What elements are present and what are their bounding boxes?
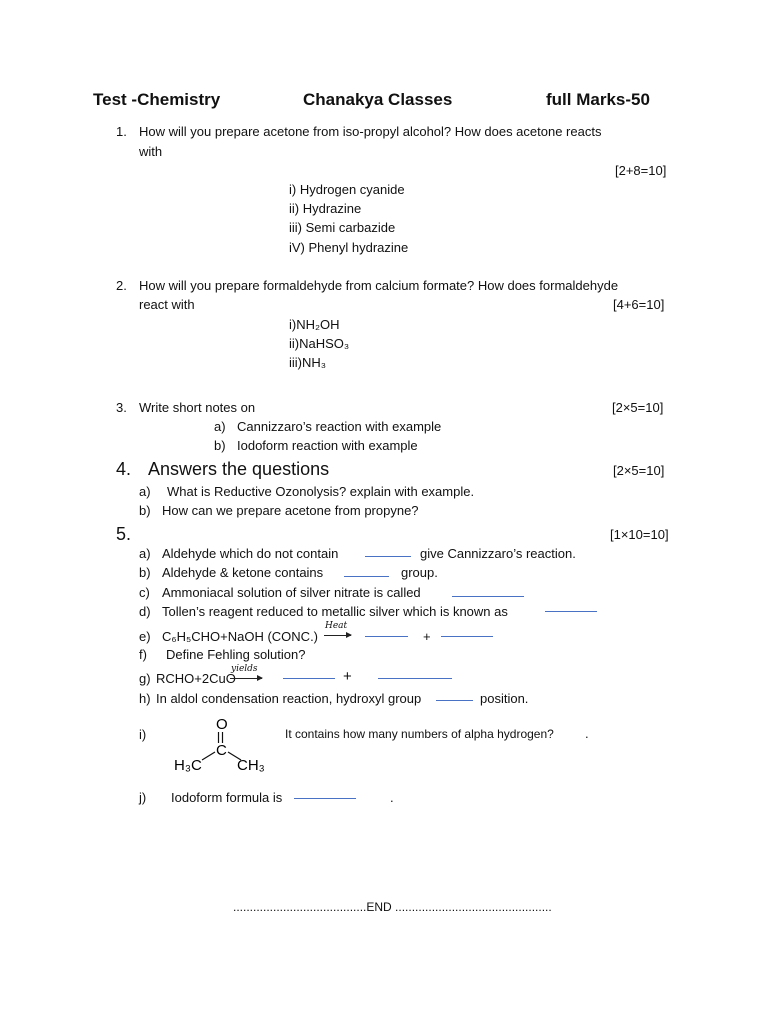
structure-bond-left-icon — [202, 752, 215, 760]
q4-item-text: What is Reductive Ozonolysis? explain with example. — [167, 484, 475, 499]
q5a-text: Aldehyde which do not contain — [162, 546, 339, 561]
q3-item-text: Iodoform reaction with example — [237, 438, 418, 453]
q5a-blank — [365, 556, 411, 557]
q5a-text-post: give Cannizzaro’s reaction. — [420, 546, 576, 561]
q5h-text: In aldol condensation reaction, hydroxyl group — [156, 691, 422, 706]
q4-number: 4. — [116, 459, 132, 479]
q1-text-line2: with — [139, 144, 163, 159]
q2-number: 2. — [116, 278, 127, 293]
q5e-label: e) — [139, 629, 151, 644]
q2-marks: [4+6=10] — [613, 297, 665, 312]
q5g-blank-2 — [378, 678, 452, 679]
q3-item-label: a) — [214, 419, 226, 434]
structure-left-methyl: H₃C — [174, 757, 202, 774]
q5g-arrow-label: yields — [231, 664, 258, 674]
q5c-blank — [452, 596, 524, 597]
q5e-arrow-label: Heat — [325, 621, 348, 631]
q5g-text: RCHO+2CuO — [156, 671, 236, 686]
q5j-text: Iodoform formula is — [171, 790, 283, 805]
header-institute: Chanakya Classes — [303, 90, 453, 109]
q5g-label: g) — [139, 671, 151, 686]
q5j-tail: . — [390, 790, 394, 805]
q5e-blank-2 — [441, 636, 493, 637]
q5e-blank-1 — [365, 636, 408, 637]
q5d-label: d) — [139, 604, 151, 619]
q5c-label: c) — [139, 585, 150, 600]
q5f-label: f) — [139, 647, 147, 662]
q4-marks: [2×5=10] — [613, 463, 665, 478]
q5i-tail: . — [585, 726, 589, 741]
q4-item-text: How can we prepare acetone from propyne? — [162, 503, 419, 518]
q5h-blank — [436, 700, 473, 701]
q5d-blank — [545, 611, 597, 612]
q5f-text: Define Fehling solution? — [166, 647, 306, 662]
footer-end: ........................................END ............................................... — [233, 900, 552, 914]
q2-text-line1: How will you prepare formaldehyde from calcium formate? How does formaldehyde — [139, 278, 619, 293]
q5j-label: j) — [139, 790, 147, 805]
q3-marks: [2×5=10] — [612, 400, 664, 415]
q5e-plus: + — [423, 629, 431, 644]
q5g-blank-1 — [283, 678, 335, 679]
q5h-label: h) — [139, 691, 151, 706]
q5b-text: Aldehyde & ketone contains — [162, 565, 324, 580]
q2-text-line2: react with — [139, 297, 195, 312]
q4-item-label: a) — [139, 484, 151, 499]
q1-item: i) Hydrogen cyanide — [289, 182, 405, 197]
q3-item-label: b) — [214, 438, 226, 453]
q5e-reaction-arrow-icon — [324, 635, 351, 636]
header-full-marks: full Marks-50 — [546, 90, 650, 109]
q5g-reaction-arrow-icon — [230, 678, 262, 679]
q5e-text: C₆H₅CHO+NaOH (CONC.) — [162, 629, 319, 644]
q3-number: 3. — [116, 400, 127, 415]
q5c-text: Ammoniacal solution of silver nitrate is called — [162, 585, 421, 600]
q5-marks: [1×10=10] — [610, 527, 669, 542]
q1-item: iii) Semi carbazide — [289, 220, 396, 235]
q1-text-line1: How will you prepare acetone from iso-propyl alcohol? How does acetone reacts — [139, 124, 602, 139]
q5b-text-post: group. — [401, 565, 438, 580]
q2-item: i)NH₂OH — [289, 317, 340, 332]
q5b-blank — [344, 576, 389, 577]
q4-item-label: b) — [139, 503, 151, 518]
q5b-label: b) — [139, 565, 151, 580]
q3-title: Write short notes on — [139, 400, 256, 415]
structure-oxygen-label: O — [216, 716, 228, 733]
q1-number: 1. — [116, 124, 127, 139]
q5d-text: Tollen’s reagent reduced to metallic silver which is known as — [162, 604, 508, 619]
q5i-label: i) — [139, 727, 147, 742]
q2-item: ii)NaHSO₃ — [289, 336, 350, 351]
q1-marks: [2+8=10] — [615, 163, 667, 178]
q5a-label: a) — [139, 546, 151, 561]
structure-carbon-label: C — [216, 742, 227, 759]
q5g-plus: + — [343, 668, 352, 685]
q5j-blank — [294, 798, 356, 799]
acetone-structure — [168, 712, 278, 776]
q2-item: iii)NH₃ — [289, 355, 327, 370]
header-test-title: Test -Chemistry — [93, 90, 221, 109]
q3-item-text: Cannizzaro’s reaction with example — [237, 419, 442, 434]
q5h-text-post: position. — [480, 691, 529, 706]
q1-item: ii) Hydrazine — [289, 201, 362, 216]
structure-right-methyl: CH₃ — [237, 757, 265, 774]
q1-item: iV) Phenyl hydrazine — [289, 240, 409, 255]
q5i-text: It contains how many numbers of alpha hydrogen? — [285, 727, 554, 741]
q5-number: 5. — [116, 524, 132, 544]
q4-title: Answers the questions — [148, 459, 330, 479]
